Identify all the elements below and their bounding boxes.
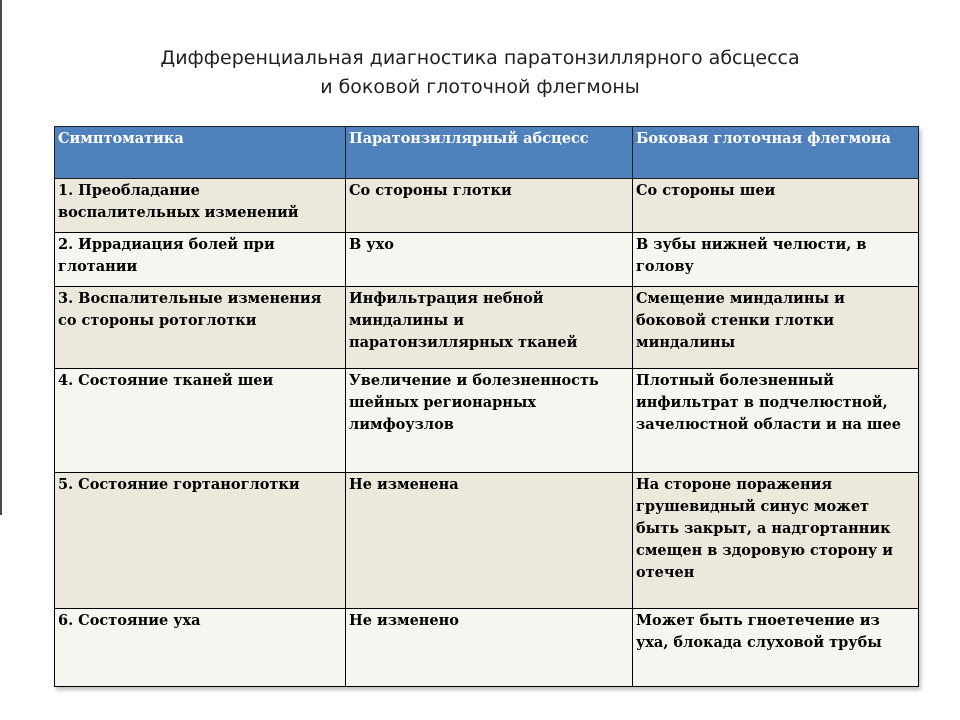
row-6-abscess: Не изменено bbox=[346, 609, 633, 687]
row-3-abscess: Инфильтрация небной миндалины и паратонзиллярных тканей bbox=[346, 287, 633, 369]
title-line-2: и боковой глоточной флегмоны bbox=[320, 76, 640, 98]
row-3-symptom: 3. Воспалительные изменения со стороны ротоглотки bbox=[55, 287, 346, 369]
title-line-1: Дифференциальная диагностика паратонзиллярного абсцесса bbox=[160, 47, 800, 69]
row-6-phlegmon: Может быть гноетечение из уха, блокада слуховой трубы bbox=[633, 609, 919, 687]
row-4-phlegmon: Плотный болезненный инфильтрат в подчелюстной, зачелюстной области и на шее bbox=[633, 369, 919, 473]
row-5-abscess: Не изменена bbox=[346, 473, 633, 609]
table-row bbox=[55, 473, 919, 609]
row-6-symptom: 6. Состояние уха bbox=[55, 609, 346, 687]
table-header-row bbox=[55, 127, 919, 179]
row-1-symptom: 1. Преобладание воспалительных изменений bbox=[55, 179, 346, 233]
table-row bbox=[55, 609, 919, 687]
slide-title bbox=[0, 44, 960, 102]
diagnosis-table bbox=[54, 126, 919, 687]
row-5-symptom: 5. Состояние гортаноглотки bbox=[55, 473, 346, 609]
row-2-phlegmon: В зубы нижней челюсти, в голову bbox=[633, 233, 919, 287]
row-1-abscess: Со стороны глотки bbox=[346, 179, 633, 233]
row-4-abscess: Увеличение и болезненность шейных регионарных лимфоузлов bbox=[346, 369, 633, 473]
table-row bbox=[55, 287, 919, 369]
table-row bbox=[55, 179, 919, 233]
row-1-phlegmon: Со стороны шеи bbox=[633, 179, 919, 233]
row-2-abscess: В ухо bbox=[346, 233, 633, 287]
table-row bbox=[55, 233, 919, 287]
header-symptoms: Симптоматика bbox=[55, 127, 346, 179]
row-2-symptom: 2. Иррадиация болей при глотании bbox=[55, 233, 346, 287]
header-paratonsillar-abscess: Паратонзиллярный абсцесс bbox=[346, 127, 633, 179]
table-row bbox=[55, 369, 919, 473]
row-5-phlegmon: На стороне поражения грушевидный синус может быть закрыт, а надгортанник смещен в здоровую сторону и отечен bbox=[633, 473, 919, 609]
header-lateral-pharyngeal-phlegmon: Боковая глоточная флегмона bbox=[633, 127, 919, 179]
row-4-symptom: 4. Состояние тканей шеи bbox=[55, 369, 346, 473]
row-3-phlegmon: Смещение миндалины и боковой стенки глотки миндалины bbox=[633, 287, 919, 369]
